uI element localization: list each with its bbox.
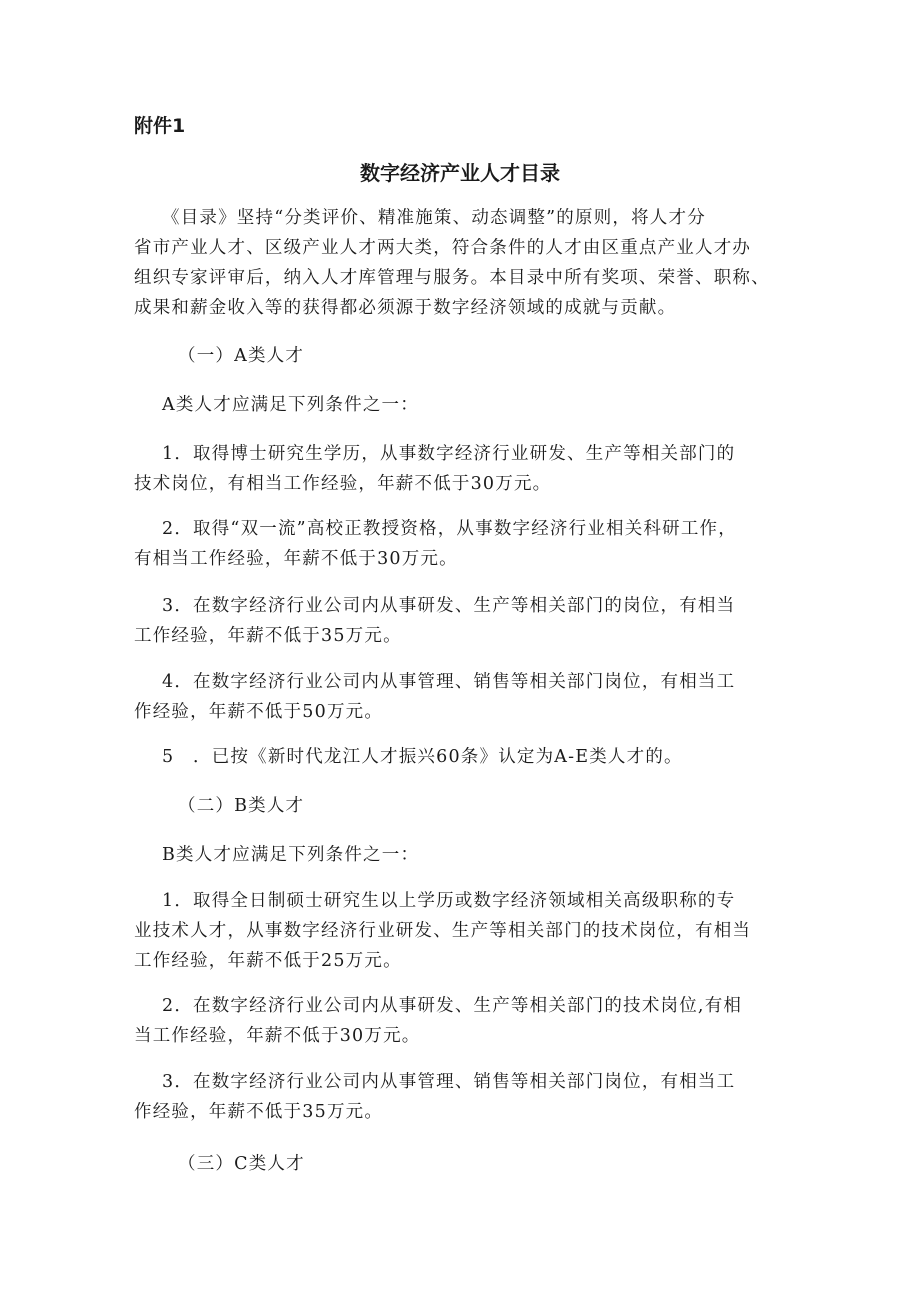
- section-a-item-3: [134, 591, 790, 651]
- intro-line: 成果和薪金收入等的获得都必须源于数字经济领域的成就与贡献。: [134, 298, 677, 318]
- intro-line: 《目录》坚持“分类评价、精准施策、动态调整”的原则，将人才分: [162, 208, 706, 228]
- section-a-condition: A类人才应满足下列条件之一：: [162, 395, 419, 415]
- item-line: 业技术人才，从事数字经济行业研发、生产等相关部门的技术岗位，有相当: [134, 921, 752, 941]
- item-line: 当工作经验，年薪不低于30万元。: [134, 1026, 421, 1046]
- item-line: 作经验，年薪不低于50万元。: [134, 702, 384, 722]
- item-line: 2．在数字经济行业公司内从事研发、生产等相关部门的技术岗位,有相: [162, 996, 743, 1016]
- section-b-heading: （二）B类人才: [178, 796, 305, 816]
- item-line: 技术岗位，有相当工作经验，年薪不低于30万元。: [134, 474, 552, 494]
- item-line: 作经验，年薪不低于35万元。: [134, 1102, 384, 1122]
- document-title: 数字经济产业人才目录: [360, 161, 560, 185]
- section-b-condition: B类人才应满足下列条件之一：: [162, 845, 420, 865]
- item-line: 有相当工作经验，年薪不低于30万元。: [134, 549, 458, 569]
- item-line: 3．在数字经济行业公司内从事管理、销售等相关部门岗位，有相当工: [162, 1072, 736, 1092]
- section-c-heading: （三）C类人才: [178, 1154, 305, 1174]
- item-line: 2．取得“双一流”高校正教授资格，从事数字经济行业相关科研工作，: [162, 519, 737, 539]
- section-b-item-3: [134, 1067, 790, 1127]
- item-line: 5 ．已按《新时代龙江人才振兴60条》认定为A-E类人才的。: [162, 747, 683, 767]
- section-b-item-1: [134, 886, 790, 976]
- item-line: 4．在数字经济行业公司内从事管理、销售等相关部门岗位，有相当工: [162, 672, 736, 692]
- section-a-item-2: [134, 514, 790, 574]
- section-a-item-4: [134, 667, 790, 727]
- intro-paragraph: [134, 203, 790, 323]
- section-a-item-5: [134, 742, 790, 772]
- attachment-label: 附件1: [134, 115, 186, 137]
- item-line: 工作经验，年薪不低于35万元。: [134, 626, 402, 646]
- item-line: 工作经验，年薪不低于25万元。: [134, 951, 402, 971]
- intro-line: 省市产业人才、区级产业人才两大类，符合条件的人才由区重点产业人才办: [134, 238, 752, 258]
- item-line: 1．取得全日制硕士研究生以上学历或数字经济领域相关高级职称的专: [162, 891, 736, 911]
- section-b-item-2: [134, 991, 790, 1051]
- section-a-item-1: [134, 439, 790, 499]
- item-line: 1．取得博士研究生学历，从事数字经济行业研发、生产等相关部门的: [162, 444, 736, 464]
- section-a-heading: （一）A类人才: [178, 346, 305, 366]
- item-line: 3．在数字经济行业公司内从事研发、生产等相关部门的岗位，有相当: [162, 596, 736, 616]
- intro-line: 组织专家评审后，纳入人才库管理与服务。本目录中所有奖项、荣誉、职称、: [134, 268, 770, 288]
